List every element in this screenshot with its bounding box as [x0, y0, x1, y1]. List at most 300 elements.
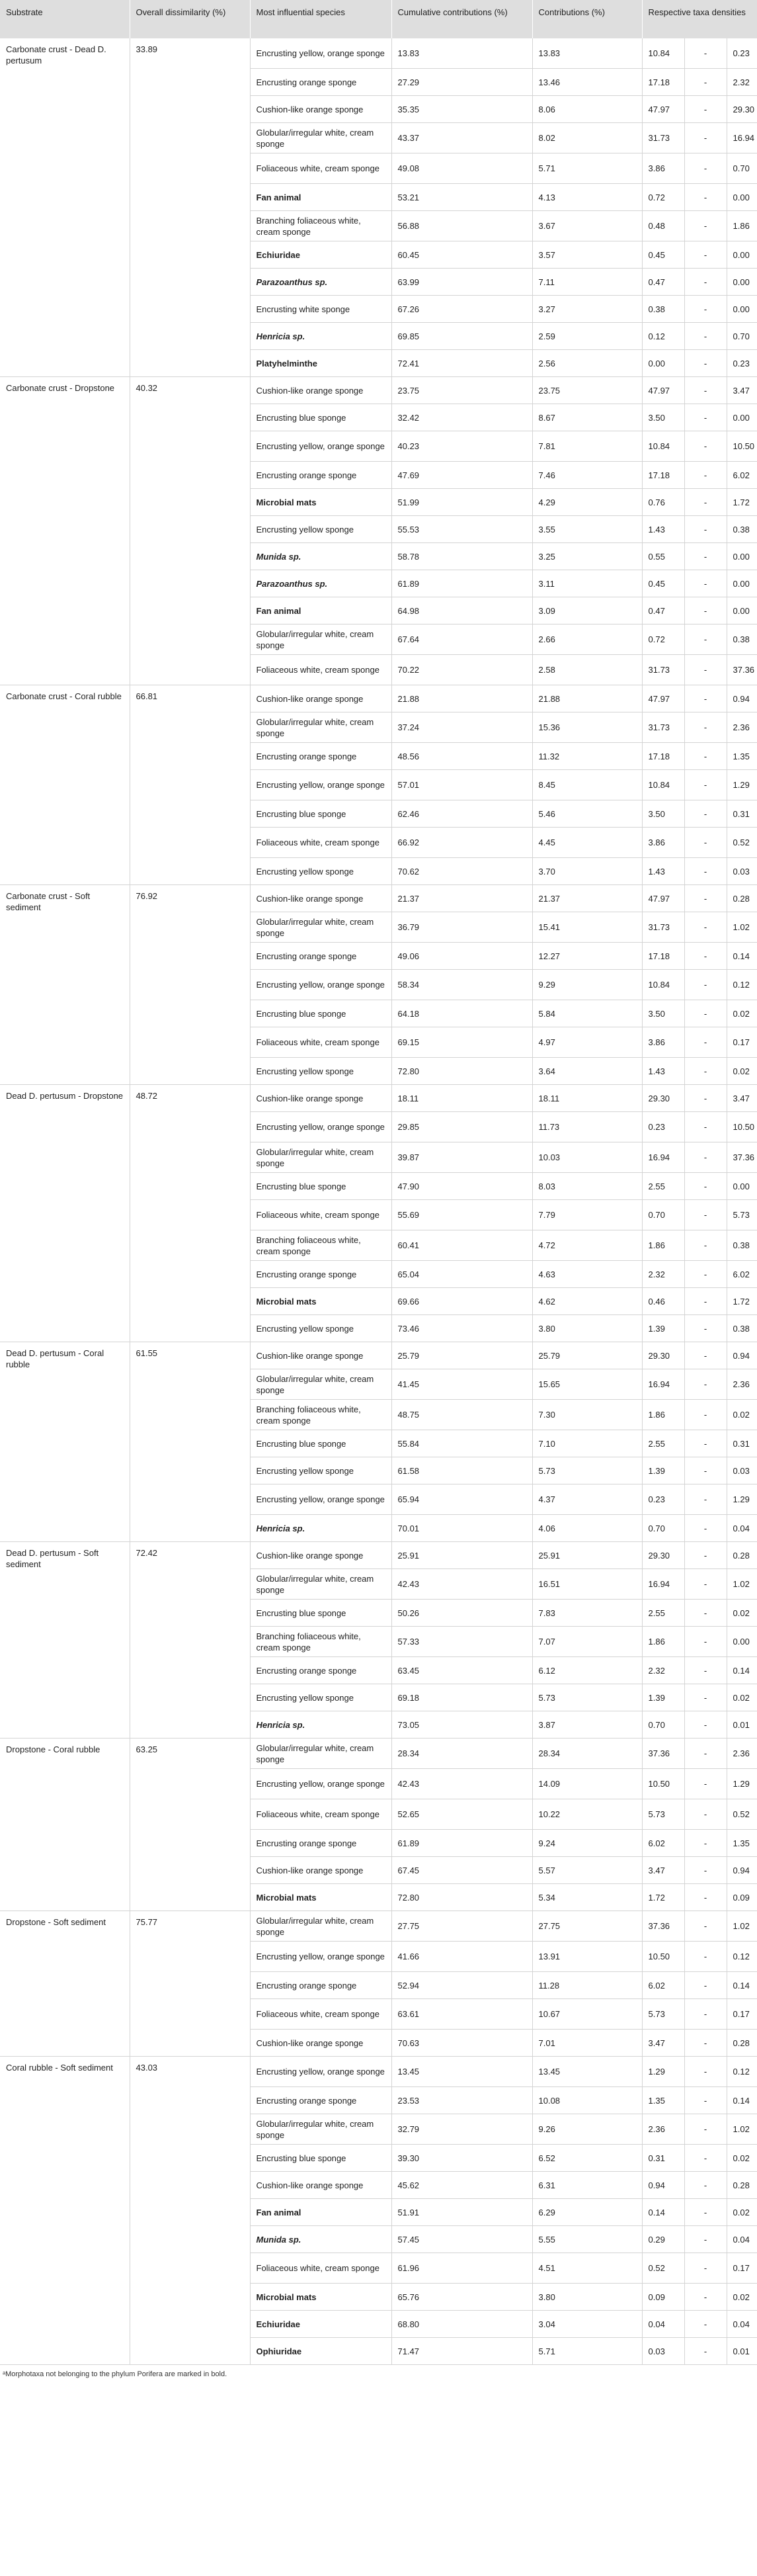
contribution-cell: 7.46: [532, 462, 642, 489]
substrate-cell: Dropstone - Soft sediment: [0, 1911, 130, 2057]
contribution-cell: 4.45: [532, 828, 642, 858]
contribution-cell: 10.22: [532, 1799, 642, 1830]
density-second-cell: 3.47: [727, 1085, 757, 1112]
density-second-cell: 5.73: [727, 1200, 757, 1230]
species-cell: Encrusting yellow, orange sponge: [250, 2057, 391, 2087]
cumulative-contribution-cell: 70.22: [391, 655, 532, 685]
species-cell: Branching foliaceous white, cream sponge: [250, 1230, 391, 1261]
table-row: [0, 885, 757, 912]
cumulative-contribution-cell: 60.41: [391, 1230, 532, 1261]
density-separator-cell: -: [684, 1342, 727, 1369]
cumulative-contribution-cell: 42.43: [391, 1569, 532, 1600]
density-first-cell: 2.32: [642, 1657, 684, 1684]
density-first-cell: 17.18: [642, 69, 684, 96]
species-cell: Globular/irregular white, cream sponge: [250, 1369, 391, 1400]
density-first-cell: 1.86: [642, 1230, 684, 1261]
cumulative-contribution-cell: 68.80: [391, 2311, 532, 2338]
substrate-cell: Dead D. pertusum - Soft sediment: [0, 1542, 130, 1739]
density-first-cell: 16.94: [642, 1369, 684, 1400]
cumulative-contribution-cell: 28.34: [391, 1739, 532, 1769]
density-first-cell: 1.39: [642, 1457, 684, 1484]
contribution-cell: 10.03: [532, 1142, 642, 1173]
density-separator-cell: -: [684, 570, 727, 597]
species-cell: Encrusting yellow, orange sponge: [250, 1112, 391, 1142]
density-second-cell: 0.17: [727, 1027, 757, 1058]
cumulative-contribution-cell: 58.34: [391, 970, 532, 1000]
density-separator-cell: -: [684, 2172, 727, 2199]
density-first-cell: 10.50: [642, 1769, 684, 1799]
species-cell: Encrusting yellow sponge: [250, 516, 391, 543]
cumulative-contribution-cell: 69.18: [391, 1684, 532, 1711]
density-first-cell: 0.52: [642, 2253, 684, 2284]
density-second-cell: 0.52: [727, 1799, 757, 1830]
species-cell: Henricia sp.: [250, 323, 391, 350]
contribution-cell: 5.46: [532, 800, 642, 828]
cumulative-contribution-cell: 32.79: [391, 2114, 532, 2145]
density-separator-cell: -: [684, 1999, 727, 2030]
species-cell: Cushion-like orange sponge: [250, 2172, 391, 2199]
contribution-cell: 7.11: [532, 269, 642, 296]
species-cell: Encrusting orange sponge: [250, 943, 391, 970]
species-cell: Encrusting orange sponge: [250, 69, 391, 96]
species-cell: Cushion-like orange sponge: [250, 1542, 391, 1569]
density-separator-cell: -: [684, 597, 727, 624]
contribution-cell: 8.06: [532, 96, 642, 123]
species-cell: Foliaceous white, cream sponge: [250, 1200, 391, 1230]
density-second-cell: 0.00: [727, 1627, 757, 1657]
density-separator-cell: -: [684, 2284, 727, 2311]
cumulative-contribution-cell: 63.99: [391, 269, 532, 296]
species-cell: Foliaceous white, cream sponge: [250, 1027, 391, 1058]
header-overall-dissimilarity: Overall dissimilarity (%): [130, 0, 250, 38]
cumulative-contribution-cell: 67.64: [391, 624, 532, 655]
density-first-cell: 47.97: [642, 96, 684, 123]
header-contributions: Contributions (%): [532, 0, 642, 38]
density-second-cell: 1.02: [727, 1569, 757, 1600]
density-second-cell: 0.03: [727, 858, 757, 885]
density-separator-cell: -: [684, 1200, 727, 1230]
density-separator-cell: -: [684, 123, 727, 153]
cumulative-contribution-cell: 39.87: [391, 1142, 532, 1173]
density-second-cell: 0.04: [727, 2311, 757, 2338]
density-second-cell: 10.50: [727, 1112, 757, 1142]
cumulative-contribution-cell: 69.66: [391, 1288, 532, 1315]
contribution-cell: 5.71: [532, 153, 642, 184]
density-separator-cell: -: [684, 1315, 727, 1342]
density-second-cell: 0.00: [727, 404, 757, 431]
contribution-cell: 11.32: [532, 743, 642, 770]
species-cell: Encrusting orange sponge: [250, 2087, 391, 2114]
density-first-cell: 0.94: [642, 2172, 684, 2199]
cumulative-contribution-cell: 67.45: [391, 1857, 532, 1884]
cumulative-contribution-cell: 29.85: [391, 1112, 532, 1142]
density-second-cell: 0.52: [727, 828, 757, 858]
contribution-cell: 8.45: [532, 770, 642, 800]
species-cell: Encrusting yellow sponge: [250, 1315, 391, 1342]
density-second-cell: 0.17: [727, 2253, 757, 2284]
density-separator-cell: -: [684, 1058, 727, 1085]
contribution-cell: 2.59: [532, 323, 642, 350]
cumulative-contribution-cell: 61.58: [391, 1457, 532, 1484]
density-separator-cell: -: [684, 350, 727, 377]
density-first-cell: 1.35: [642, 2087, 684, 2114]
species-cell: Cushion-like orange sponge: [250, 2030, 391, 2057]
density-first-cell: 1.39: [642, 1684, 684, 1711]
density-second-cell: 1.29: [727, 1769, 757, 1799]
cumulative-contribution-cell: 21.37: [391, 885, 532, 912]
density-second-cell: 0.70: [727, 323, 757, 350]
cumulative-contribution-cell: 18.11: [391, 1085, 532, 1112]
overall-dissimilarity-cell: 43.03: [130, 2057, 250, 2365]
density-first-cell: 1.29: [642, 2057, 684, 2087]
density-first-cell: 0.04: [642, 2311, 684, 2338]
contribution-cell: 6.12: [532, 1657, 642, 1684]
density-second-cell: 0.12: [727, 2057, 757, 2087]
density-second-cell: 0.00: [727, 241, 757, 269]
cumulative-contribution-cell: 42.43: [391, 1769, 532, 1799]
density-separator-cell: -: [684, 431, 727, 462]
species-cell: Munida sp.: [250, 543, 391, 570]
cumulative-contribution-cell: 47.90: [391, 1173, 532, 1200]
contribution-cell: 4.51: [532, 2253, 642, 2284]
density-first-cell: 31.73: [642, 912, 684, 943]
density-separator-cell: -: [684, 1657, 727, 1684]
cumulative-contribution-cell: 71.47: [391, 2338, 532, 2365]
density-first-cell: 1.72: [642, 1884, 684, 1911]
cumulative-contribution-cell: 55.69: [391, 1200, 532, 1230]
density-separator-cell: -: [684, 2253, 727, 2284]
density-second-cell: 0.28: [727, 1542, 757, 1569]
density-separator-cell: -: [684, 96, 727, 123]
density-second-cell: 37.36: [727, 655, 757, 685]
density-first-cell: 37.36: [642, 1739, 684, 1769]
species-cell: Cushion-like orange sponge: [250, 1857, 391, 1884]
density-separator-cell: -: [684, 1288, 727, 1315]
contribution-cell: 8.02: [532, 123, 642, 153]
species-cell: Foliaceous white, cream sponge: [250, 1999, 391, 2030]
species-cell: Encrusting yellow, orange sponge: [250, 1769, 391, 1799]
density-separator-cell: -: [684, 2057, 727, 2087]
density-second-cell: 1.86: [727, 211, 757, 241]
density-second-cell: 1.29: [727, 770, 757, 800]
cumulative-contribution-cell: 48.75: [391, 1400, 532, 1430]
cumulative-contribution-cell: 65.04: [391, 1261, 532, 1288]
cumulative-contribution-cell: 23.53: [391, 2087, 532, 2114]
cumulative-contribution-cell: 57.01: [391, 770, 532, 800]
density-separator-cell: -: [684, 712, 727, 743]
cumulative-contribution-cell: 72.80: [391, 1884, 532, 1911]
species-cell: Encrusting blue sponge: [250, 800, 391, 828]
density-second-cell: 0.94: [727, 685, 757, 712]
density-separator-cell: -: [684, 462, 727, 489]
density-second-cell: 0.01: [727, 1711, 757, 1739]
cumulative-contribution-cell: 52.94: [391, 1972, 532, 1999]
cumulative-contribution-cell: 40.23: [391, 431, 532, 462]
density-second-cell: 0.02: [727, 2145, 757, 2172]
density-second-cell: 2.36: [727, 712, 757, 743]
density-first-cell: 6.02: [642, 1830, 684, 1857]
overall-dissimilarity-cell: 33.89: [130, 38, 250, 377]
density-second-cell: 1.35: [727, 743, 757, 770]
density-separator-cell: -: [684, 2226, 727, 2253]
cumulative-contribution-cell: 64.18: [391, 1000, 532, 1027]
substrate-cell: Dead D. pertusum - Dropstone: [0, 1085, 130, 1342]
density-separator-cell: -: [684, 69, 727, 96]
density-separator-cell: -: [684, 1484, 727, 1515]
cumulative-contribution-cell: 51.91: [391, 2199, 532, 2226]
contribution-cell: 25.79: [532, 1342, 642, 1369]
cumulative-contribution-cell: 36.79: [391, 912, 532, 943]
species-cell: Branching foliaceous white, cream sponge: [250, 211, 391, 241]
density-second-cell: 0.02: [727, 1058, 757, 1085]
density-first-cell: 1.43: [642, 858, 684, 885]
density-separator-cell: -: [684, 296, 727, 323]
cumulative-contribution-cell: 57.45: [391, 2226, 532, 2253]
cumulative-contribution-cell: 70.01: [391, 1515, 532, 1542]
contribution-cell: 7.30: [532, 1400, 642, 1430]
contribution-cell: 4.63: [532, 1261, 642, 1288]
density-second-cell: 0.28: [727, 2030, 757, 2057]
species-cell: Fan animal: [250, 597, 391, 624]
contribution-cell: 3.80: [532, 2284, 642, 2311]
species-cell: Encrusting yellow sponge: [250, 1684, 391, 1711]
contribution-cell: 5.55: [532, 2226, 642, 2253]
contribution-cell: 3.70: [532, 858, 642, 885]
density-second-cell: 0.02: [727, 1000, 757, 1027]
density-second-cell: 0.02: [727, 1600, 757, 1627]
contribution-cell: 6.31: [532, 2172, 642, 2199]
contribution-cell: 5.34: [532, 1884, 642, 1911]
species-cell: Parazoanthus sp.: [250, 570, 391, 597]
table-row: [0, 377, 757, 404]
density-first-cell: 0.31: [642, 2145, 684, 2172]
table-row: [0, 1085, 757, 1112]
density-separator-cell: -: [684, 1369, 727, 1400]
density-separator-cell: -: [684, 2199, 727, 2226]
species-cell: Encrusting yellow, orange sponge: [250, 770, 391, 800]
cumulative-contribution-cell: 64.98: [391, 597, 532, 624]
density-first-cell: 6.02: [642, 1972, 684, 1999]
density-separator-cell: -: [684, 1857, 727, 1884]
density-first-cell: 31.73: [642, 712, 684, 743]
density-second-cell: 0.38: [727, 624, 757, 655]
density-first-cell: 5.73: [642, 1799, 684, 1830]
density-first-cell: 3.50: [642, 800, 684, 828]
density-separator-cell: -: [684, 2311, 727, 2338]
species-cell: Encrusting yellow sponge: [250, 1058, 391, 1085]
density-second-cell: 6.02: [727, 462, 757, 489]
density-separator-cell: -: [684, 743, 727, 770]
species-cell: Platyhelminthe: [250, 350, 391, 377]
cumulative-contribution-cell: 65.76: [391, 2284, 532, 2311]
density-separator-cell: -: [684, 1569, 727, 1600]
cumulative-contribution-cell: 52.65: [391, 1799, 532, 1830]
density-separator-cell: -: [684, 2087, 727, 2114]
contribution-cell: 27.75: [532, 1911, 642, 1942]
species-cell: Cushion-like orange sponge: [250, 96, 391, 123]
species-cell: Henricia sp.: [250, 1515, 391, 1542]
cumulative-contribution-cell: 25.79: [391, 1342, 532, 1369]
density-first-cell: 0.23: [642, 1484, 684, 1515]
density-separator-cell: -: [684, 1230, 727, 1261]
contribution-cell: 15.36: [532, 712, 642, 743]
table-row: [0, 1542, 757, 1569]
density-separator-cell: -: [684, 1142, 727, 1173]
species-cell: Encrusting yellow, orange sponge: [250, 970, 391, 1000]
density-first-cell: 3.50: [642, 404, 684, 431]
contribution-cell: 5.84: [532, 1000, 642, 1027]
density-separator-cell: -: [684, 153, 727, 184]
contribution-cell: 4.97: [532, 1027, 642, 1058]
contribution-cell: 15.41: [532, 912, 642, 943]
density-separator-cell: -: [684, 943, 727, 970]
density-separator-cell: -: [684, 516, 727, 543]
density-second-cell: 1.72: [727, 489, 757, 516]
density-separator-cell: -: [684, 269, 727, 296]
density-second-cell: 1.02: [727, 1911, 757, 1942]
species-cell: Encrusting yellow, orange sponge: [250, 431, 391, 462]
contribution-cell: 6.52: [532, 2145, 642, 2172]
species-cell: Globular/irregular white, cream sponge: [250, 1569, 391, 1600]
cumulative-contribution-cell: 56.88: [391, 211, 532, 241]
species-cell: Branching foliaceous white, cream sponge: [250, 1400, 391, 1430]
contribution-cell: 8.67: [532, 404, 642, 431]
cumulative-contribution-cell: 45.62: [391, 2172, 532, 2199]
contribution-cell: 4.37: [532, 1484, 642, 1515]
contribution-cell: 3.80: [532, 1315, 642, 1342]
density-second-cell: 0.00: [727, 269, 757, 296]
density-second-cell: 0.04: [727, 2226, 757, 2253]
density-first-cell: 29.30: [642, 1085, 684, 1112]
cumulative-contribution-cell: 27.29: [391, 69, 532, 96]
contribution-cell: 4.06: [532, 1515, 642, 1542]
species-cell: Encrusting white sponge: [250, 296, 391, 323]
species-cell: Foliaceous white, cream sponge: [250, 1799, 391, 1830]
contribution-cell: 3.64: [532, 1058, 642, 1085]
density-second-cell: 6.02: [727, 1261, 757, 1288]
density-second-cell: 1.29: [727, 1484, 757, 1515]
contribution-cell: 16.51: [532, 1569, 642, 1600]
density-second-cell: 0.12: [727, 1942, 757, 1972]
density-first-cell: 1.43: [642, 516, 684, 543]
contribution-cell: 3.67: [532, 211, 642, 241]
contribution-cell: 5.57: [532, 1857, 642, 1884]
contribution-cell: 8.03: [532, 1173, 642, 1200]
cumulative-contribution-cell: 73.46: [391, 1315, 532, 1342]
density-first-cell: 16.94: [642, 1142, 684, 1173]
density-first-cell: 0.00: [642, 350, 684, 377]
cumulative-contribution-cell: 41.66: [391, 1942, 532, 1972]
species-cell: Foliaceous white, cream sponge: [250, 153, 391, 184]
species-cell: Foliaceous white, cream sponge: [250, 655, 391, 685]
species-cell: Cushion-like orange sponge: [250, 377, 391, 404]
contribution-cell: 15.65: [532, 1369, 642, 1400]
table-row: [0, 1911, 757, 1942]
cumulative-contribution-cell: 72.41: [391, 350, 532, 377]
contribution-cell: 18.11: [532, 1085, 642, 1112]
table-header: [0, 0, 757, 38]
density-first-cell: 2.55: [642, 1173, 684, 1200]
contribution-cell: 13.46: [532, 69, 642, 96]
density-first-cell: 0.45: [642, 570, 684, 597]
species-cell: Henricia sp.: [250, 1711, 391, 1739]
density-second-cell: 0.00: [727, 570, 757, 597]
density-second-cell: 16.94: [727, 123, 757, 153]
contribution-cell: 7.01: [532, 2030, 642, 2057]
species-cell: Encrusting orange sponge: [250, 1657, 391, 1684]
contribution-cell: 3.87: [532, 1711, 642, 1739]
density-separator-cell: -: [684, 1600, 727, 1627]
density-second-cell: 0.94: [727, 1857, 757, 1884]
density-second-cell: 0.03: [727, 1457, 757, 1484]
substrate-cell: Carbonate crust - Dead D. pertusum: [0, 38, 130, 377]
species-cell: Encrusting orange sponge: [250, 462, 391, 489]
density-first-cell: 10.84: [642, 770, 684, 800]
density-first-cell: 0.03: [642, 2338, 684, 2365]
cumulative-contribution-cell: 51.99: [391, 489, 532, 516]
density-second-cell: 0.02: [727, 2199, 757, 2226]
species-cell: Encrusting yellow, orange sponge: [250, 1942, 391, 1972]
substrate-cell: Dead D. pertusum - Coral rubble: [0, 1342, 130, 1542]
density-first-cell: 0.48: [642, 211, 684, 241]
cumulative-contribution-cell: 21.88: [391, 685, 532, 712]
species-cell: Cushion-like orange sponge: [250, 685, 391, 712]
density-separator-cell: -: [684, 2030, 727, 2057]
species-cell: Encrusting yellow sponge: [250, 858, 391, 885]
density-second-cell: 0.70: [727, 153, 757, 184]
contribution-cell: 21.88: [532, 685, 642, 712]
cumulative-contribution-cell: 37.24: [391, 712, 532, 743]
table-row: [0, 1739, 757, 1769]
density-first-cell: 10.84: [642, 38, 684, 69]
cumulative-contribution-cell: 70.62: [391, 858, 532, 885]
density-second-cell: 0.14: [727, 2087, 757, 2114]
cumulative-contribution-cell: 62.46: [391, 800, 532, 828]
density-first-cell: 0.45: [642, 241, 684, 269]
contribution-cell: 3.09: [532, 597, 642, 624]
contribution-cell: 9.24: [532, 1830, 642, 1857]
cumulative-contribution-cell: 69.85: [391, 323, 532, 350]
density-first-cell: 0.14: [642, 2199, 684, 2226]
density-second-cell: 0.28: [727, 2172, 757, 2199]
density-separator-cell: -: [684, 1942, 727, 1972]
contribution-cell: 12.27: [532, 943, 642, 970]
cumulative-contribution-cell: 70.63: [391, 2030, 532, 2057]
density-first-cell: 2.55: [642, 1600, 684, 1627]
contribution-cell: 28.34: [532, 1739, 642, 1769]
species-cell: Globular/irregular white, cream sponge: [250, 2114, 391, 2145]
density-first-cell: 2.55: [642, 1430, 684, 1457]
density-separator-cell: -: [684, 885, 727, 912]
species-cell: Microbial mats: [250, 1884, 391, 1911]
density-first-cell: 3.50: [642, 1000, 684, 1027]
density-second-cell: 0.01: [727, 2338, 757, 2365]
density-separator-cell: -: [684, 624, 727, 655]
density-separator-cell: -: [684, 1684, 727, 1711]
density-second-cell: 1.02: [727, 912, 757, 943]
species-cell: Globular/irregular white, cream sponge: [250, 912, 391, 943]
contribution-cell: 11.73: [532, 1112, 642, 1142]
cumulative-contribution-cell: 53.21: [391, 184, 532, 211]
contribution-cell: 4.29: [532, 489, 642, 516]
density-separator-cell: -: [684, 241, 727, 269]
species-cell: Microbial mats: [250, 489, 391, 516]
density-first-cell: 3.86: [642, 828, 684, 858]
species-cell: Encrusting blue sponge: [250, 1173, 391, 1200]
cumulative-contribution-cell: 35.35: [391, 96, 532, 123]
header-cumulative-contributions: Cumulative contributions (%): [391, 0, 532, 38]
density-first-cell: 0.12: [642, 323, 684, 350]
